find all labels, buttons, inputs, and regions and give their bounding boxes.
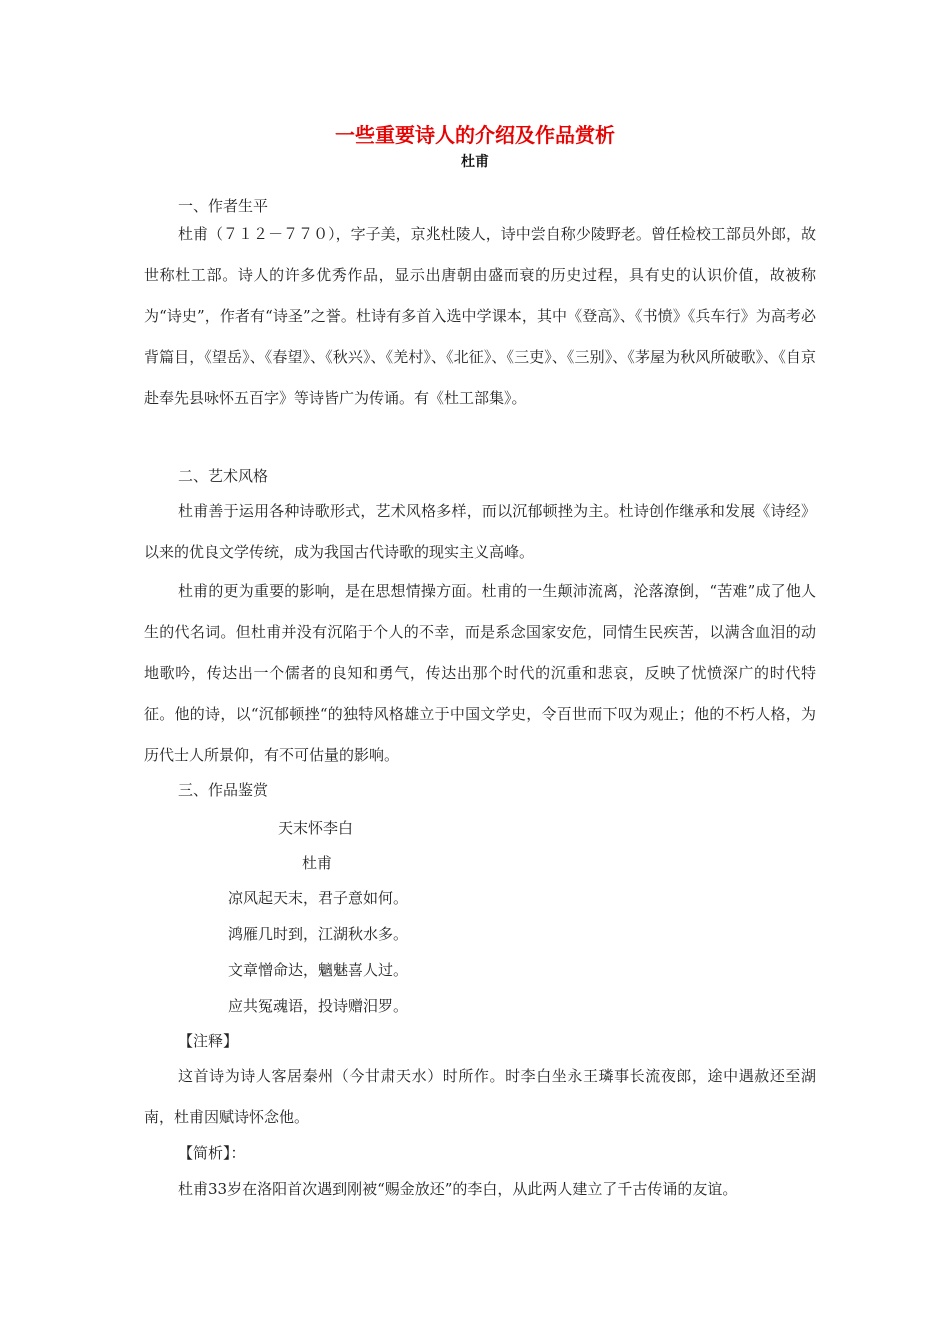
poem-line: 凉风起天末，君子意如何。	[228, 889, 409, 907]
poem-line: 鸿雁几时到，江湖秋水多。	[228, 925, 409, 943]
section-heading-appreciation: 三、作品鉴赏	[178, 781, 269, 799]
document-title: 一些重要诗人的介绍及作品赏析	[335, 123, 615, 147]
section-heading-biography: 一、作者生平	[178, 197, 269, 215]
analysis-label: 【简析】：	[178, 1144, 246, 1162]
poem-line: 应共冤魂语，投诗赠汨罗。	[228, 997, 409, 1015]
section-heading-style: 二、艺术风格	[178, 467, 269, 485]
paragraph-style-1: 杜甫善于运用各种诗歌形式，艺术风格多样，而以沉郁顿挫为主。杜诗创作继承和发展《诗经》以来的优良文学传统，成为我国古代诗歌的现实主义高峰。	[144, 502, 816, 561]
note-label: 【注释】	[178, 1032, 239, 1050]
paragraph-biography: 杜甫（７１２－７７０），字子美，京兆杜陵人，诗中尝自称少陵野老。曾任检校工部员外郎，故世称杜工部。诗人的许多优秀作品，显示出唐朝由盛而衰的历史过程，具有史的认识价值，故被称为“诗史”，作者有“诗圣”之誉。杜诗有多首入选中学课本，其中《登高》、《书愤》《兵车行》为高考必背篇目，《望岳》、《春望》、《秋兴》、《羌村》、《北征》、《三吏》、《三别》、《茅屋为秋风所破歌》、《自京赴奉先县咏怀五百字》等诗皆广为传诵。有《杜工部集》。	[144, 225, 816, 407]
poem-title: 天末怀李白	[278, 819, 354, 837]
paragraph-note: 这首诗为诗人客居秦州（今甘肃天水）时所作。时李白坐永王璘事长流夜郎，途中遇赦还至湖南，杜甫因赋诗怀念他。	[144, 1067, 816, 1126]
poem-author: 杜甫	[302, 854, 333, 872]
document-subtitle: 杜甫	[461, 154, 489, 170]
poem-line: 文章憎命达，魑魅喜人过。	[228, 961, 409, 979]
paragraph-style-2: 杜甫的更为重要的影响，是在思想情操方面。杜甫的一生颠沛流离，沦落潦倒，“苦难”成了他人生的代名词。但杜甫并没有沉陷于个人的不幸，而是系念国家安危，同情生民疾苦，以满含血泪的动地歌吟，传达出一个儒者的良知和勇气，传达出那个时代的沉重和悲哀，反映了忧愤深广的时代特征。他的诗，以“沉郁顿挫“的独特风格雄立于中国文学史，令百世而下叹为观止；他的不朽人格，为历代士人所景仰，有不可估量的影响。	[144, 582, 816, 764]
paragraph-analysis: 杜甫33岁在洛阳首次遇到刚被“赐金放还”的李白，从此两人建立了千古传诵的友谊。	[178, 1180, 738, 1198]
